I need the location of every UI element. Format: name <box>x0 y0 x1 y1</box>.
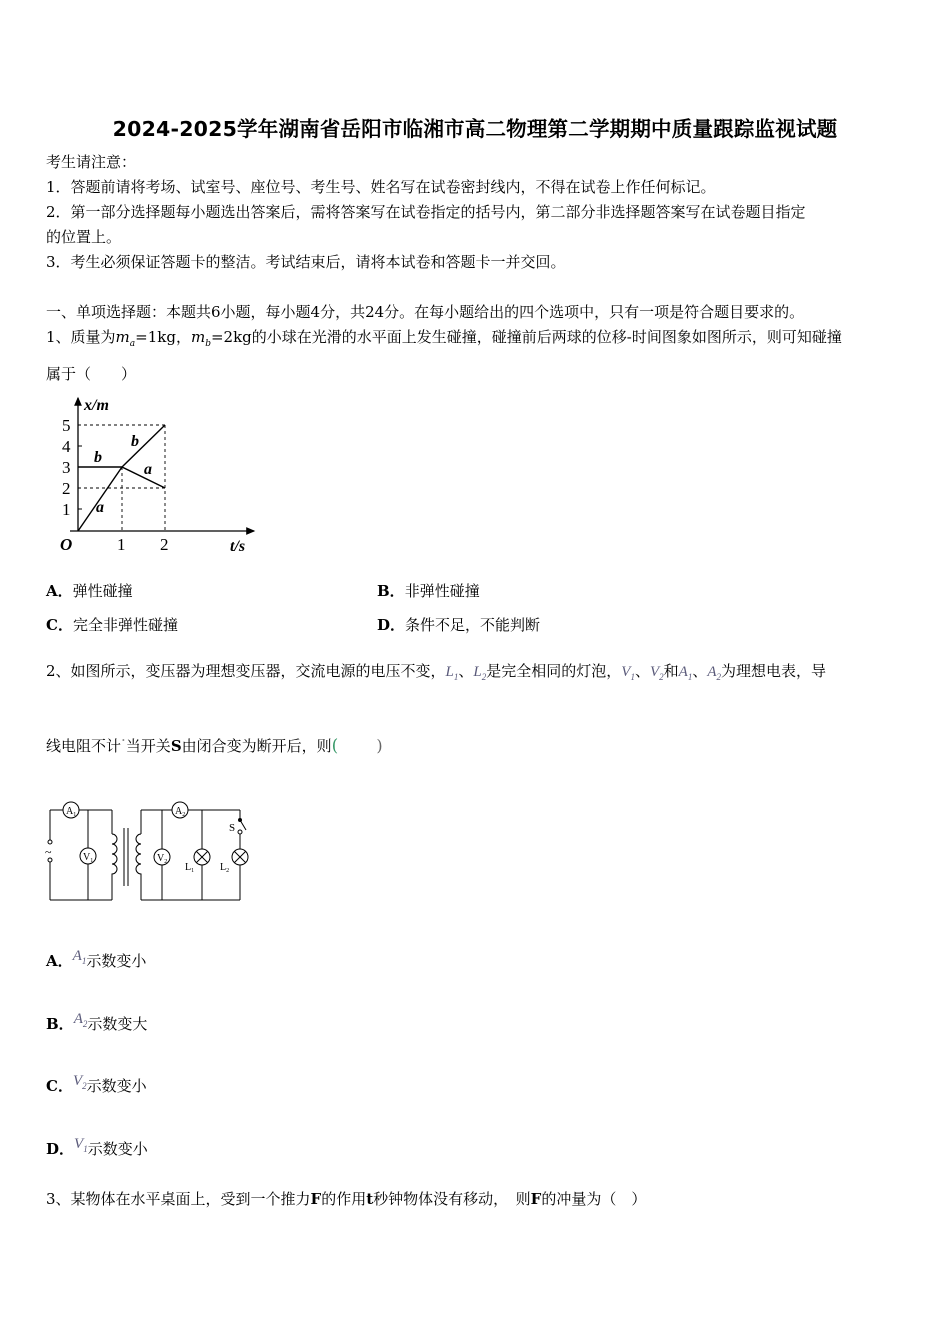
q1-ma-symbol: $m_a$ <box>115 328 136 349</box>
y-tick-2: 2 <box>62 479 71 498</box>
answer-bracket-close: ) <box>376 736 383 755</box>
switch-s-label: S <box>229 822 236 834</box>
y-tick-4: 4 <box>62 437 71 456</box>
q1-mb-symbol: $m_b$ <box>190 328 211 349</box>
q1-ma-value: =1kg， <box>135 328 191 346</box>
q1-text-a: 1、质量为 <box>46 328 116 346</box>
notice-item-2: 2．第一部分选择题每小题选出答案后，需将答案写在试卷指定的括号内，第二部分非选择题答案写在试卷题目指定 <box>46 203 806 221</box>
q1-option-a[interactable]: A．弹性碰撞 <box>46 582 133 600</box>
meter-v1: $V_1$ <box>83 852 94 864</box>
q1-mb-value: =2kg <box>210 328 252 346</box>
lamp-l2-label: $L_2$ <box>220 862 230 874</box>
label-a-before: a <box>96 499 104 516</box>
q1-option-c[interactable]: C．完全非弹性碰撞 <box>46 616 178 634</box>
v2-symbol: $V_2$ <box>649 664 664 682</box>
notice-item-1: 1．答题前请将考场、试室号、座位号、考生号、姓名写在试卷密封线内，不得在试卷上作任何标记。 <box>46 178 716 196</box>
question-1-stem <box>46 327 842 354</box>
l2-symbol: $L_2$ <box>473 664 487 682</box>
notice-item-3: 3．考生必须保证答题卡的整洁。考试结束后，请将本试卷和答题卡一并交回。 <box>46 253 566 271</box>
notice-item-2-cont: 的位置上。 <box>46 228 122 246</box>
x-tick-1: 1 <box>117 535 126 554</box>
q2-transformer-circuit <box>40 798 270 908</box>
meter-v2: $V_2$ <box>157 853 168 865</box>
q1-text-b: 的小球在光滑的水平面上发生碰撞，碰撞前后两球的位移-时间图象如图所示，则可知碰撞 <box>251 328 842 346</box>
a2-symbol: $A_2$ <box>707 664 721 682</box>
question-2-stem: 2、如图所示，变压器为理想变压器，交流电源的电压不变，$L_1$、$L_2$是完全相同的灯泡，$V_1$、$V_2$和$A_1$、$A_2$为理想电表，导 <box>46 662 827 682</box>
q2-option-b[interactable]: B．$A_2$示数变大 <box>46 1011 148 1033</box>
v1-symbol: $V_1$ <box>621 664 635 682</box>
page-title: 2024-2025学年湖南省岳阳市临湘市高二物理第二学期期中质量跟踪监视试题 <box>112 117 838 141</box>
y-tick-5: 5 <box>62 416 71 435</box>
a1-symbol: $A_1$ <box>678 664 693 682</box>
question-3-stem: 3、某物体在水平桌面上，受到一个推力F的作用t秒钟物体没有移动， 则F的冲量为（ ） <box>46 1190 647 1208</box>
q2-option-a[interactable]: A．$A_1$示数变小 <box>46 948 147 970</box>
origin-label: O <box>60 535 73 554</box>
notice-heading: 考生请注意： <box>46 153 137 171</box>
label-a-after: a <box>144 461 152 478</box>
q1-option-b[interactable]: B．非弹性碰撞 <box>377 582 480 600</box>
meter-a1: $A_1$ <box>66 806 77 818</box>
label-b-before: b <box>94 449 102 466</box>
q1-position-time-graph <box>46 390 266 560</box>
q1-option-d[interactable]: D．条件不足，不能判断 <box>377 616 541 634</box>
q2-option-c[interactable]: C．$V_2$示数变小 <box>46 1073 147 1095</box>
answer-bracket-open: ( <box>331 736 339 756</box>
ac-source-symbol: ~ <box>45 845 52 859</box>
question-2-stem-cont: 线电阻不计·当开关S由闭合变为断开后，则( ) <box>46 731 383 756</box>
section-heading: 一、单项选择题：本题共6小题，每小题4分，共24分。在每小题给出的四个选项中，只有一项是符合题目要求的。 <box>46 303 805 321</box>
y-tick-1: 1 <box>62 500 71 519</box>
x-tick-2: 2 <box>160 535 169 554</box>
x-axis-label: t/s <box>230 538 246 555</box>
guide-lines <box>78 425 165 531</box>
q2-option-d[interactable]: D．$V_1$示数变小 <box>46 1136 148 1158</box>
y-axis-label: x/m <box>84 397 109 414</box>
l1-symbol: $L_1$ <box>445 664 459 682</box>
label-b-after: b <box>131 433 139 450</box>
lamp-l1-label: $L_1$ <box>185 862 195 874</box>
meter-a2: $A_2$ <box>175 806 186 818</box>
y-tick-3: 3 <box>62 458 71 477</box>
question-1-stem-cont: 属于（ ） <box>46 365 137 383</box>
